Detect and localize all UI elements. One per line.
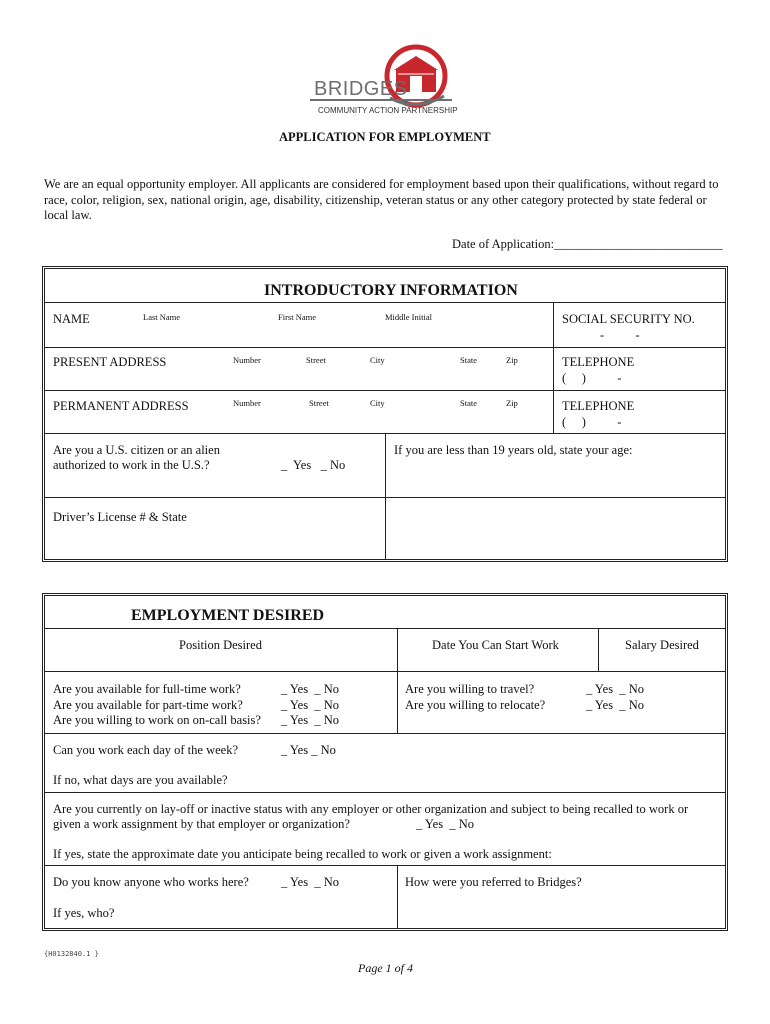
salary-input[interactable] — [603, 655, 721, 669]
page-title: APPLICATION FOR EMPLOYMENT — [279, 130, 491, 144]
permanent-zip-sub: Zip — [506, 398, 518, 408]
drivers-license-input[interactable] — [53, 528, 378, 554]
start-date-input[interactable] — [402, 655, 592, 669]
each-day-yes-no[interactable]: _ Yes _ No — [281, 743, 336, 757]
permanent-telephone-label: TELEPHONE — [562, 399, 635, 413]
salary-desired-label: Salary Desired — [625, 638, 699, 652]
last-name-sub: Last Name — [143, 312, 181, 322]
part-time-question: Are you available for part-time work? — [53, 698, 243, 712]
present-state-sub: State — [460, 355, 477, 365]
permanent-address-input[interactable] — [230, 410, 550, 430]
permanent-number-sub: Number — [233, 398, 261, 408]
permanent-street-sub: Street — [309, 398, 329, 408]
citizen-yes-no[interactable]: _ Yes _ No — [281, 458, 346, 472]
logo-tagline: COMMUNITY ACTION PARTNERSHIP — [318, 106, 458, 115]
ssn-label: SOCIAL SECURITY NO. — [562, 312, 695, 326]
each-day-question: Can you work each day of the week? — [53, 743, 238, 757]
name-label: NAME — [53, 312, 90, 326]
position-input[interactable] — [50, 655, 390, 669]
relocate-yes-no[interactable]: _ Yes _ No — [586, 698, 645, 712]
who-question: If yes, who? — [53, 906, 115, 920]
available-days-question: If no, what days are you available? — [53, 773, 228, 787]
document-id: {H0132840.1 } — [44, 950, 99, 958]
layoff-question-line1: Are you currently on lay-off or inactive status with any employer or other organization and subject to being recalled to work or — [53, 802, 689, 816]
permanent-state-sub: State — [460, 398, 477, 408]
part-time-yes-no[interactable]: _ Yes _ No — [281, 698, 340, 712]
know-anyone-yes-no[interactable]: _ Yes _ No — [281, 875, 340, 889]
permanent-telephone-input[interactable]: ( ) - — [562, 415, 622, 429]
start-date-label: Date You Can Start Work — [432, 638, 559, 652]
present-address-label: PRESENT ADDRESS — [53, 355, 167, 369]
logo — [310, 44, 460, 120]
full-time-yes-no[interactable]: _ Yes _ No — [281, 682, 340, 696]
on-call-question: Are you willing to work on on-call basis? — [53, 713, 261, 727]
date-of-application[interactable]: Date of Application:___________________________ — [452, 237, 723, 251]
relocate-question: Are you willing to relocate? — [405, 698, 546, 712]
logo-name: BRIDGES — [314, 78, 408, 100]
citizen-question-line1: Are you a U.S. citizen or an alien — [53, 443, 220, 457]
age-input[interactable] — [394, 462, 714, 492]
full-time-question: Are you available for full-time work? — [53, 682, 241, 696]
employment-heading: EMPLOYMENT DESIRED — [131, 607, 325, 624]
travel-yes-no[interactable]: _ Yes _ No — [586, 682, 645, 696]
present-telephone-label: TELEPHONE — [562, 355, 635, 369]
present-telephone-input[interactable]: ( ) - — [562, 371, 622, 385]
permanent-city-sub: City — [370, 398, 385, 408]
age-question: If you are less than 19 years old, state your age: — [394, 443, 633, 457]
permanent-address-label: PERMANENT ADDRESS — [53, 399, 189, 413]
ssn-input[interactable]: - - — [600, 328, 640, 342]
present-number-sub: Number — [233, 355, 261, 365]
name-input[interactable] — [100, 325, 550, 345]
position-desired-label: Position Desired — [179, 638, 262, 652]
intro-paragraph: We are an equal opportunity employer. All applicants are considered for employment based upon their qualifications, without regard to race, color, religion, sex, national origin, age, disability, citizenship, veteran status or any other category protected by state federal or local law. — [44, 177, 719, 222]
present-address-input[interactable] — [230, 367, 550, 387]
referred-question: How were you referred to Bridges? — [405, 875, 582, 889]
on-call-yes-no[interactable]: _ Yes _ No — [281, 713, 340, 727]
who-input[interactable] — [120, 904, 390, 922]
layoff-question-line2: given a work assignment by that employer or organization? — [53, 817, 350, 831]
present-street-sub: Street — [306, 355, 326, 365]
first-name-sub: First Name — [278, 312, 317, 322]
travel-question: Are you willing to travel? — [405, 682, 535, 696]
referred-input[interactable] — [405, 893, 720, 923]
intro-heading: INTRODUCTORY INFORMATION — [264, 282, 518, 299]
layoff-yes-no[interactable]: _ Yes _ No — [416, 817, 475, 831]
know-anyone-question: Do you know anyone who works here? — [53, 875, 249, 889]
available-days-input[interactable] — [240, 770, 710, 788]
citizen-question-line2: authorized to work in the U.S.? — [53, 458, 210, 472]
middle-initial-sub: Middle Initial — [385, 312, 432, 322]
page-number: Page 1 of 4 — [358, 961, 413, 975]
present-zip-sub: Zip — [506, 355, 518, 365]
recall-date-question: If yes, state the approximate date you anticipate being recalled to work or given a work assignment: — [53, 847, 552, 861]
present-city-sub: City — [370, 355, 385, 365]
drivers-license-label: Driver’s License # & State — [53, 510, 187, 524]
